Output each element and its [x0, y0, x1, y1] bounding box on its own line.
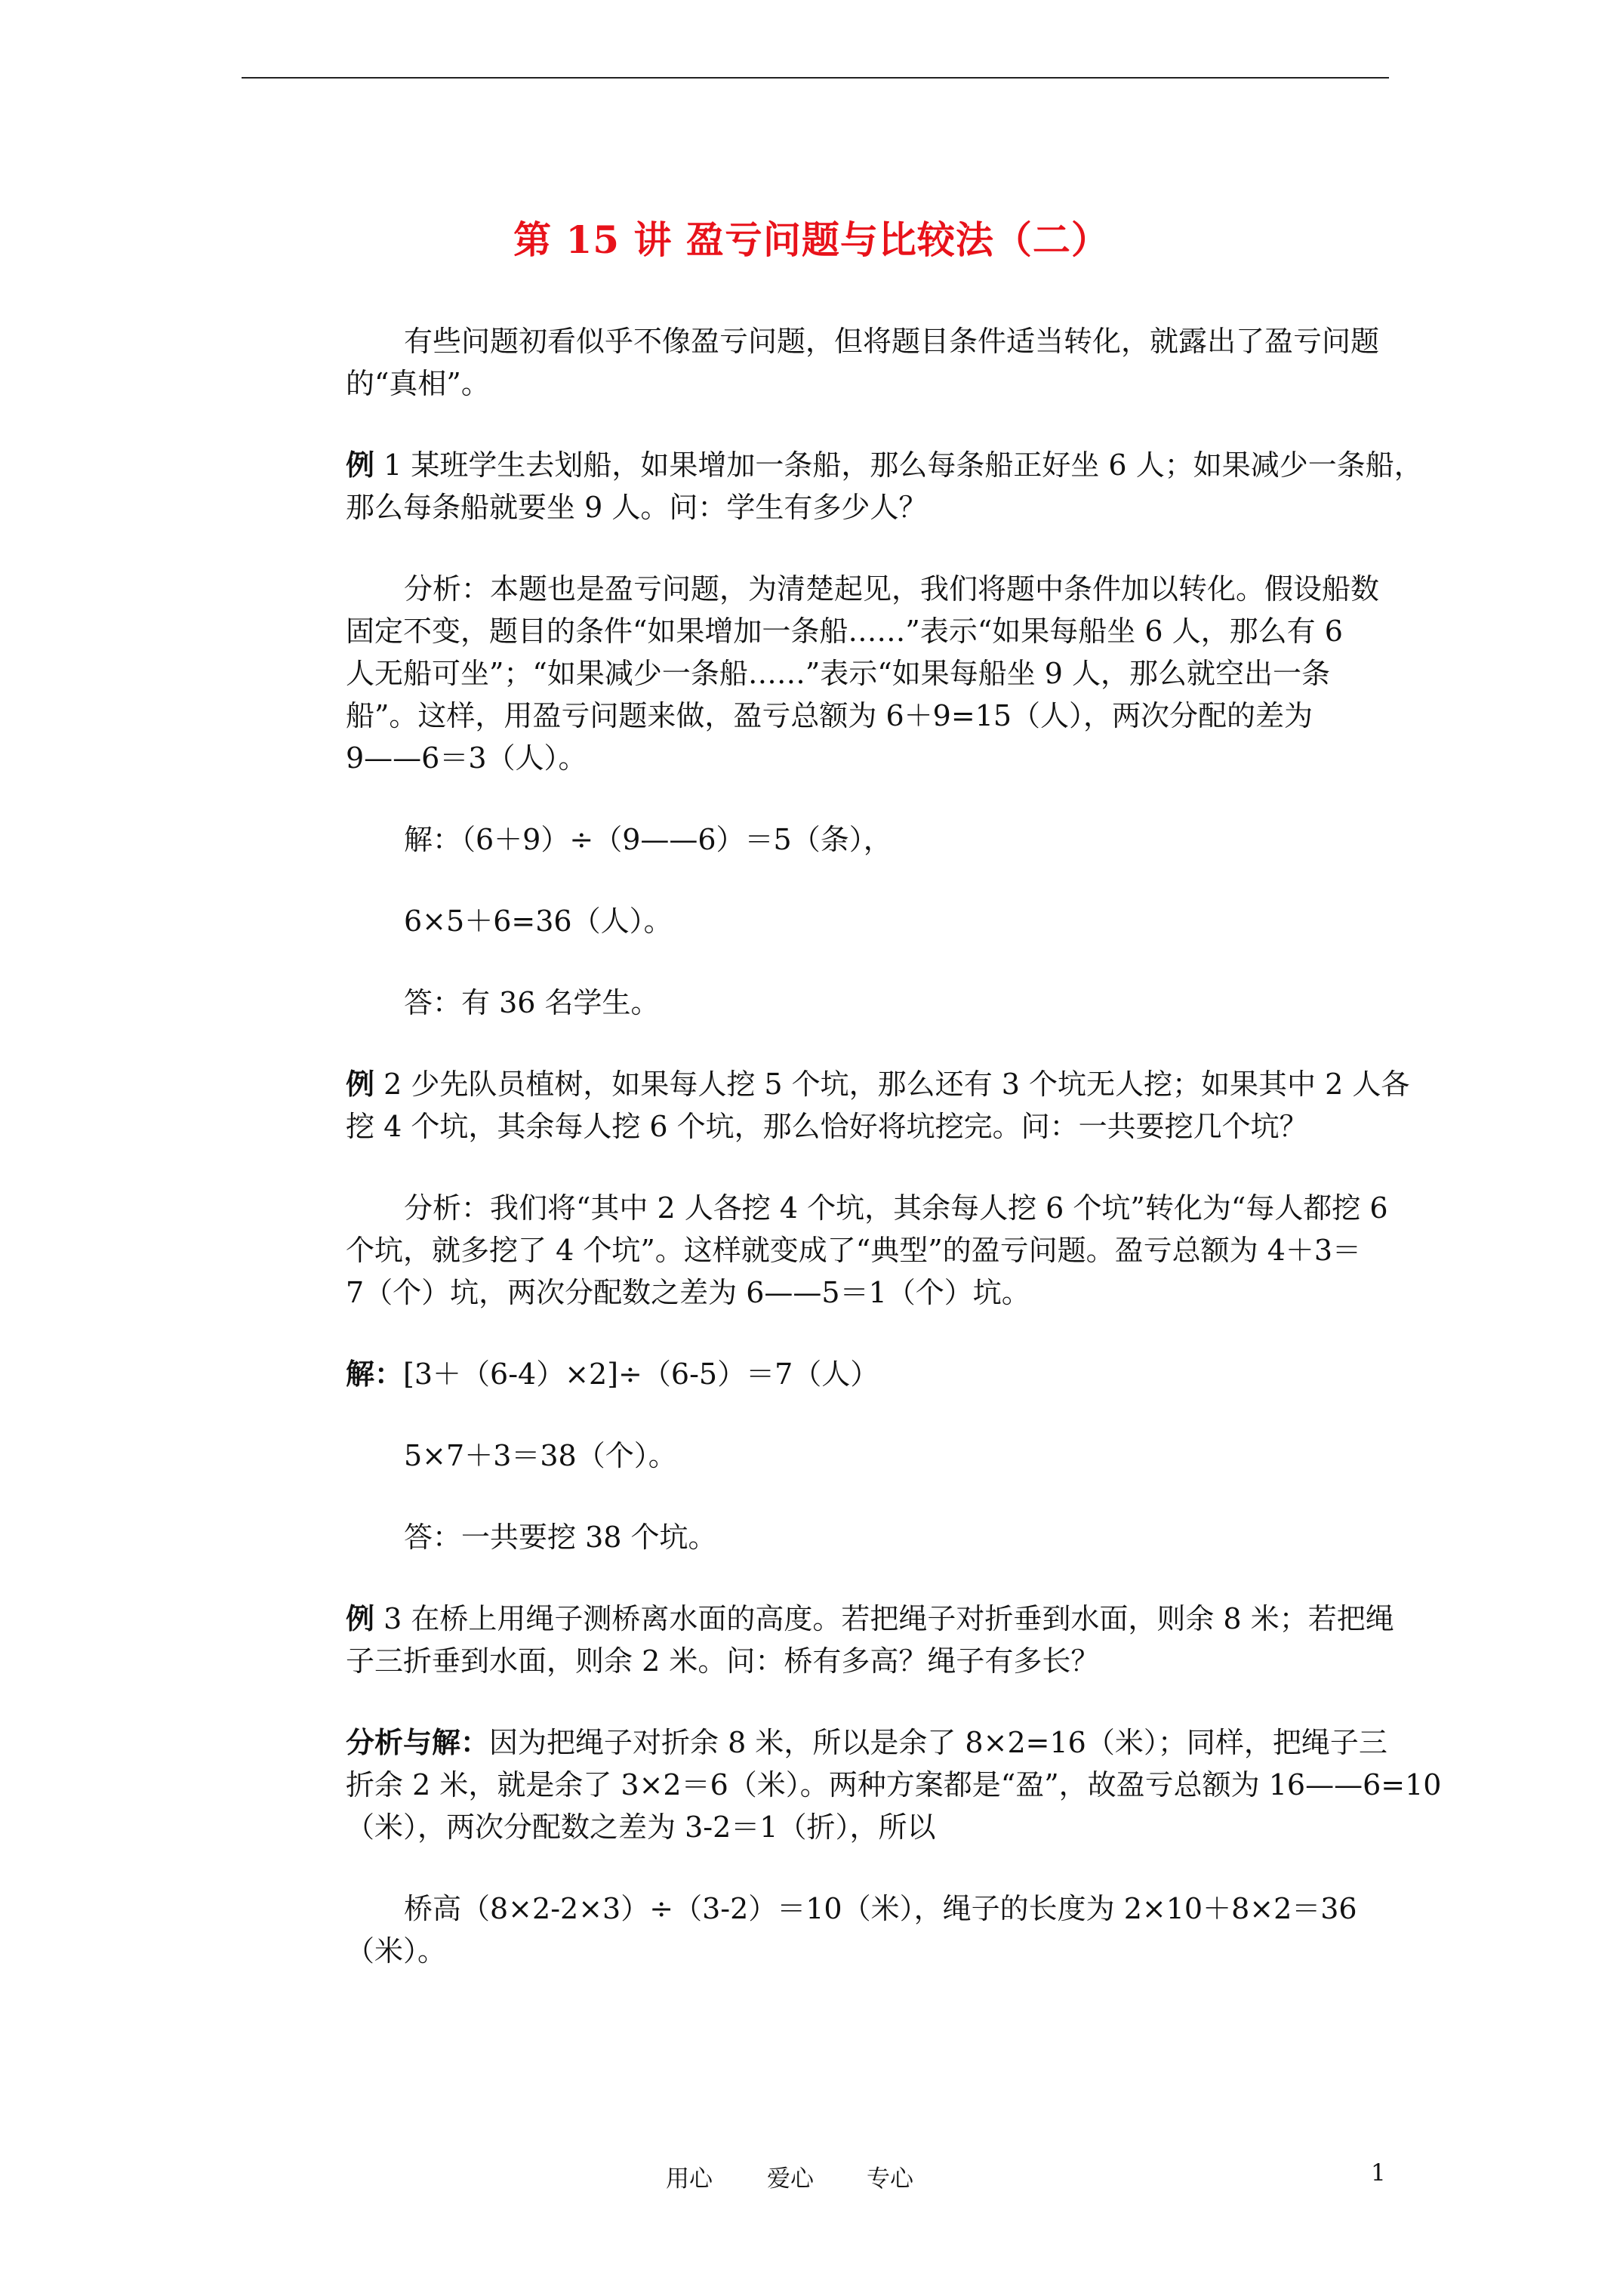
- example-3-label: 例: [346, 1601, 375, 1635]
- analysis-3-line-3: （米），两次分配数之差为 3-2＝1（折），所以: [346, 1811, 936, 1844]
- solution-1-line-2: 6×5＋6=36（人）。: [404, 905, 673, 938]
- analysis-1-line-5: 9——6＝3（人）。: [346, 741, 587, 775]
- example-1-line-2: 那么每条船就要坐 9 人。问：学生有多少人？: [346, 491, 928, 524]
- solution-3-line-1: 桥高（8×2-2×3）÷（3-2）＝10（米），绳子的长度为 2×10＋8×2＝36: [404, 1892, 1357, 1925]
- example-3-line-1: [346, 1598, 1394, 1640]
- page-number: 1: [1371, 2159, 1386, 2187]
- page-title: 第 15 讲 盈亏问题与比较法（二）: [513, 217, 1110, 262]
- footer-motto-1: 用心: [666, 2165, 713, 2193]
- footer-motto-2: 爱心: [767, 2165, 814, 2193]
- analysis-3-label: 分析与解：: [346, 1725, 490, 1759]
- example-2-text: 2 少先队员植树，如果每人挖 5 个坑，那么还有 3 个坑无人挖；如果其中 2 人各: [374, 1068, 1410, 1101]
- solution-2-text: [3＋（6-4）×2]÷（6-5）＝7（人）: [403, 1358, 879, 1391]
- solution-2-line-2: 5×7＋3＝38（个）。: [404, 1439, 677, 1472]
- answer-2: 答：一共要挖 38 个坑。: [404, 1521, 717, 1554]
- solution-1-line-1: 解：（6＋9）÷（9——6）＝5（条），: [404, 823, 892, 856]
- solution-3-line-2: （米）。: [346, 1934, 447, 1968]
- analysis-3-line-2: 折余 2 米，就是余了 3×2＝6（米）。两种方案都是“盈”，故盈亏总额为 16——6=10: [346, 1768, 1442, 1801]
- analysis-2-line-2: 个坑，就多挖了 4 个坑”。这样就变成了“典型”的盈亏问题。盈亏总额为 4＋3＝: [346, 1234, 1362, 1267]
- analysis-1-line-2: 固定不变，题目的条件“如果增加一条船……”表示“如果每船坐 6 人，那么有 6: [346, 615, 1343, 648]
- analysis-1-line-3: 人无船可坐”；“如果减少一条船……”表示“如果每船坐 9 人，那么就空出一条: [346, 657, 1331, 690]
- intro-line-2: 的“真相”。: [346, 367, 490, 400]
- example-3-line-2: 子三折垂到水面，则余 2 米。问：桥有多高？绳子有多长？: [346, 1644, 1100, 1678]
- analysis-2-line-1: 分析：我们将“其中 2 人各挖 4 个坑，其余每人挖 6 个坑”转化为“每人都挖 6: [404, 1191, 1388, 1225]
- analysis-1-line-4: 船”。这样，用盈亏问题来做，盈亏总额为 6＋9=15（人），两次分配的差为: [346, 699, 1313, 732]
- intro-line-1: 有些问题初看似乎不像盈亏问题，但将题目条件适当转化，就露出了盈亏问题: [404, 325, 1380, 358]
- analysis-3-line-1: [346, 1721, 1387, 1764]
- example-1-text: 1 某班学生去划船，如果增加一条船，那么每条船正好坐 6 人；如果减少一条船，: [374, 448, 1423, 482]
- footer-motto-3: 专心: [867, 2165, 913, 2193]
- header-rule: [242, 77, 1389, 79]
- analysis-2-line-3: 7（个）坑，两次分配数之差为 6——5＝1（个）坑。: [346, 1276, 1030, 1309]
- example-2-line-1: [346, 1063, 1409, 1105]
- example-2-label: 例: [346, 1067, 375, 1101]
- solution-2-label: 解：: [346, 1357, 404, 1391]
- answer-1: 答：有 36 名学生。: [404, 986, 660, 1019]
- example-1-label: 例: [346, 448, 375, 482]
- analysis-3-text: 因为把绳子对折余 8 米，所以是余了 8×2=16（米）；同样，把绳子三: [489, 1726, 1387, 1759]
- solution-2-line-1: [346, 1353, 879, 1395]
- example-1-line-1: [346, 444, 1423, 486]
- analysis-1-line-1: 分析：本题也是盈亏问题，为清楚起见，我们将题中条件加以转化。假设船数: [404, 572, 1380, 606]
- example-2-line-2: 挖 4 个坑，其余每人挖 6 个坑，那么恰好将坑挖完。问：一共要挖几个坑？: [346, 1110, 1308, 1143]
- example-3-text: 3 在桥上用绳子测桥离水面的高度。若把绳子对折垂到水面，则余 8 米；若把绳: [374, 1602, 1394, 1635]
